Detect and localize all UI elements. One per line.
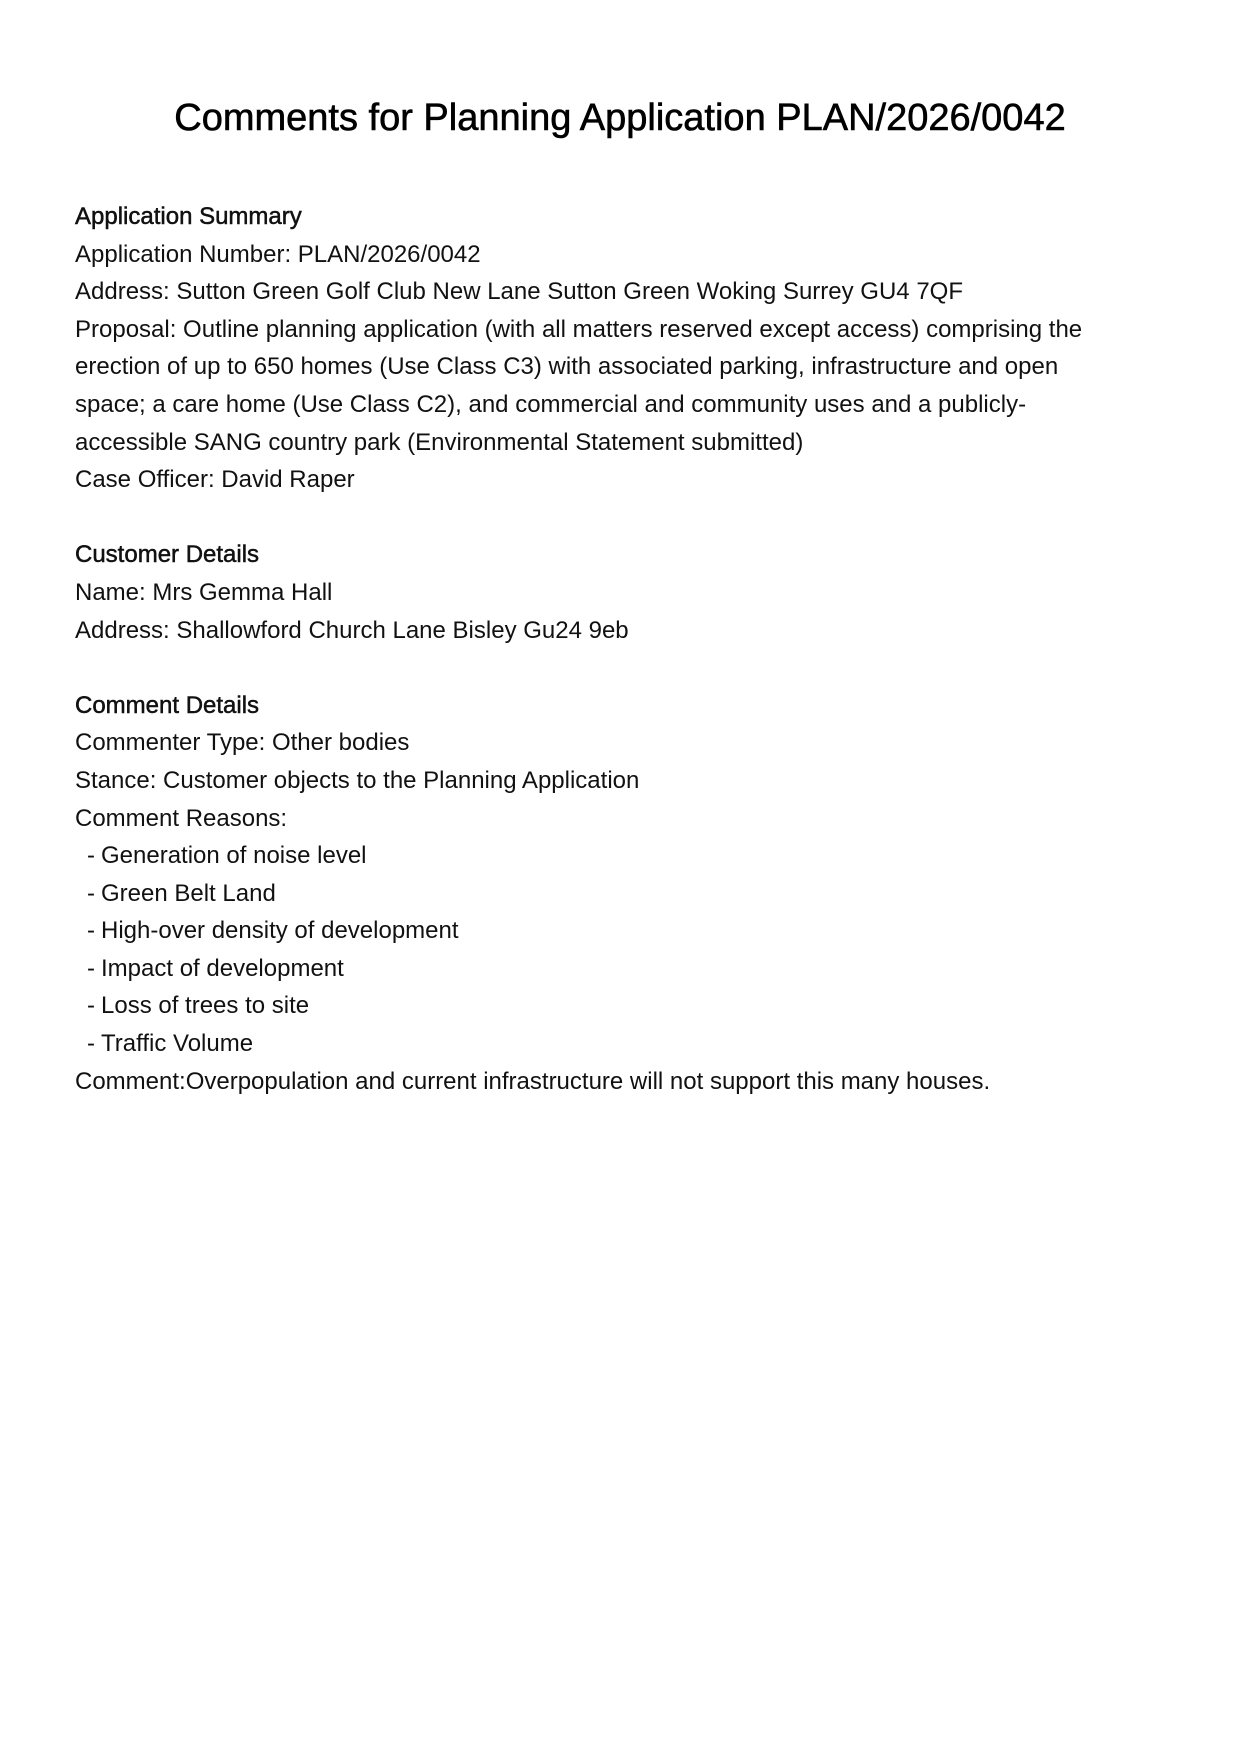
- list-item: - Green Belt Land: [87, 879, 276, 907]
- application-number: Application Number: PLAN/2026/0042: [75, 240, 481, 268]
- commenter-type: Commenter Type: Other bodies: [75, 729, 410, 757]
- customer-address: Address: Shallowford Church Lane Bisley Gu24 9eb: [75, 616, 629, 644]
- proposal-line-1: Proposal: Outline planning application (with all matters reserved except access) comprising the: [75, 315, 1083, 343]
- comment-reasons-list: [75, 837, 1175, 1063]
- reason-text: Impact of development: [101, 954, 344, 982]
- stance: Stance: Customer objects to the Planning Application: [75, 766, 640, 794]
- comment-details-section: [75, 687, 1175, 1101]
- list-item: - Generation of noise level: [87, 842, 367, 870]
- reason-text: Green Belt Land: [101, 879, 276, 907]
- proposal-line-4: accessible SANG country park (Environmental Statement submitted): [75, 428, 804, 456]
- list-item: - Traffic Volume: [87, 1030, 254, 1058]
- proposal-line-2: erection of up to 650 homes (Use Class C3) with associated parking, infrastructure and open: [75, 353, 1059, 381]
- reason-text: Generation of noise level: [101, 842, 367, 870]
- reason-text: High-over density of development: [101, 917, 459, 945]
- document-body: [75, 198, 1175, 1100]
- customer-name: Name: Mrs Gemma Hall: [75, 578, 333, 606]
- application-summary-section: [75, 198, 1175, 499]
- list-item: - Loss of trees to site: [87, 992, 310, 1020]
- page-title: Comments for Planning Application PLAN/2026/0042: [174, 97, 1066, 139]
- list-item: - Impact of development: [87, 954, 344, 982]
- reason-text: Loss of trees to site: [101, 992, 310, 1020]
- customer-details-heading: Customer Details: [75, 541, 260, 569]
- list-item: - High-over density of development: [87, 917, 459, 945]
- application-summary-heading: Application Summary: [75, 203, 302, 230]
- proposal-line-3: space; a care home (Use Class C2), and commercial and community uses and a publicly-: [75, 390, 1027, 418]
- customer-details-section: [75, 536, 1175, 649]
- comment-details-heading: Comment Details: [75, 691, 260, 719]
- application-address: Address: Sutton Green Golf Club New Lane Sutton Green Woking Surrey GU4 7QF: [75, 278, 963, 306]
- case-officer: Case Officer: David Raper: [75, 466, 355, 494]
- reason-text: Traffic Volume: [101, 1030, 254, 1058]
- comment-reasons-label: Comment Reasons:: [75, 804, 288, 832]
- comment-text: Comment:Overpopulation and current infrastructure will not support this many houses.: [75, 1067, 991, 1095]
